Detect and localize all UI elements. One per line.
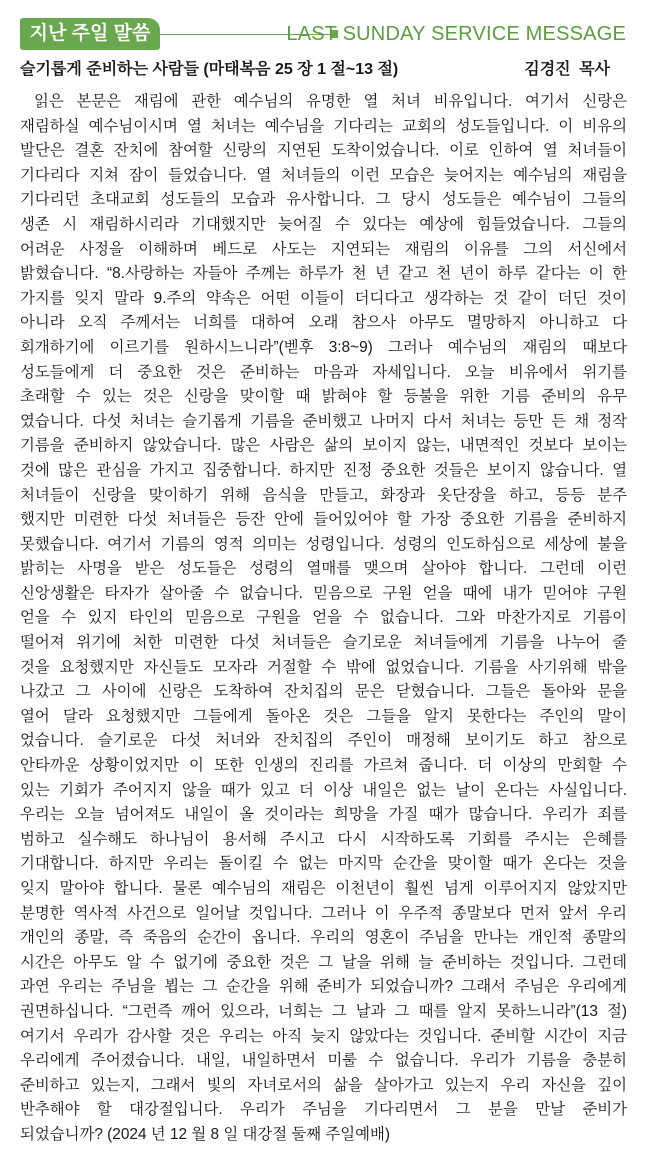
sermon-text-line: 얻을 수 있지 타인의 믿음으로 구원을 얻을 수 없습니다. 그와 마찬가지로 기름이 — [20, 609, 627, 627]
sermon-text-line: 생존 시 재림하시리라 기대했지만 늦어질 수 있다는 예상에 힘들었습니다. 그들의 — [20, 215, 627, 233]
sermon-text-line: 처녀들이 신랑을 맞이하기 위해 음식을 만들고, 화장과 옷단장을 하고, 등등 분주 — [20, 486, 627, 504]
sermon-text-line: 회개하기에 이르기를 원하시느니라”(벧후 3:8~9) 그러나 예수님의 재림의 때보다 — [20, 338, 627, 356]
sermon-text-line: 범하고 실수해도 하나님이 용서해 주시고 다시 시작하도록 기회를 주시는 은혜를 — [20, 830, 627, 848]
english-section-title: LAST SUNDAY SERVICE MESSAGE — [286, 23, 626, 45]
sermon-text-line: 기름을 준비하지 않았습니다. 많은 사람은 삶의 보이지 않는, 내면적인 것보다 보이는 — [20, 437, 627, 455]
sermon-text-line: 권면하십니다. “그런즉 깨어 있으라, 너희는 그 날과 그 때를 알지 못하느니라”(13 절) — [20, 1002, 627, 1020]
sermon-text-line: 아니라 오직 주께서는 너희를 대하여 오래 참으사 아무도 멸망하지 아니하고 다 — [20, 314, 627, 332]
sermon-text-line: 성도들에게 더 중요한 것은 준비하는 마음과 자세입니다. 오늘 비유에서 위기를 — [20, 363, 627, 381]
sermon-text-line: 것을 요청했지만 자신들도 모자라 거절할 수 밖에 없었습니다. 기름을 사기위해 밖을 — [20, 658, 627, 676]
sermon-text-line: 기다리다 지쳐 잠이 들었습니다. 열 처녀들의 이런 모습은 늦어지는 예수님의 재림을 — [20, 166, 627, 184]
sermon-body — [20, 90, 627, 1148]
sermon-text-line: 밝혔습니다. “8.사랑하는 자들아 주께는 하루가 천 년 같고 천 년이 하루 같다는 이 한 — [20, 265, 627, 283]
sermon-text-line: 우리는 오늘 넘어져도 내일이 올 것이라는 희망을 가질 때가 많습니다. 우리가 죄를 — [20, 806, 627, 824]
sermon-text-line: 어려운 사정을 이해하며 베드로 사도는 지연되는 재림의 이유를 그의 서신에서 — [20, 240, 627, 258]
sermon-text-line: 초래할 수 있는 것은 신랑을 맞이할 때 밝혀야 할 등불을 위한 기름 준비의 유무 — [20, 388, 627, 406]
sermon-text-line: 시간은 아무도 알 수 없기에 중요한 것은 그 날을 위해 늘 준비하는 것입니다. 그런데 — [20, 953, 627, 971]
sermon-text-line: 되었습니까? (2024 년 12 월 8 일 대강절 둘째 주일예배) — [20, 1125, 390, 1143]
sermon-text-line: 였습니다. 다섯 처녀는 슬기롭게 기름을 준비했고 나머지 다서 처녀는 등만 든 채 정작 — [20, 412, 627, 430]
sermon-text-line: 었습니다. 슬기로운 다섯 처녀와 잔치집의 주인이 매정해 보이기도 하고 참으로 — [20, 732, 627, 750]
sermon-text-line: 안타까운 상황이었지만 이 또한 인생의 진리를 가르쳐 줍니다. 더 이상의 만회할 수 — [20, 757, 627, 775]
sermon-text-line: 못했습니다. 여기서 기름의 영적 의미는 성령입니다. 성령의 인도하심으로 세상에 불을 — [20, 535, 627, 553]
sermon-title-bar — [20, 58, 610, 82]
sermon-text-line: 개인의 종말, 즉 죽음의 순간이 옵니다. 우리의 영혼이 주님을 만나는 개인적 종말의 — [20, 929, 627, 947]
sermon-text-line: 했지만 미련한 다섯 처녀들은 등잔 안에 들어있어야 할 가장 중요한 기름을 준비하지 — [20, 511, 627, 529]
sermon-text-line: 준비하고 있는지, 그래서 빛의 자녀로서의 삶을 살아가고 있는지 우리 자신을 깊이 — [20, 1076, 627, 1094]
sermon-text-line: 신앙생활은 타자가 살아줄 수 없습니다. 믿음으로 구원 얻을 때에 내가 믿어야 구원 — [20, 584, 627, 602]
sermon-text-line: 것에 많은 관심을 가지고 집중합니다. 하지만 진정 중요한 것들은 보이지 않습니다. 열 — [20, 461, 627, 479]
sermon-text-line: 있는 기회가 주어지지 않을 때가 있고 더 이상 내일은 없는 날이 온다는 사실입니다. — [20, 781, 627, 799]
sermon-text-line: 분명한 역사적 사건으로 일어날 것입니다. 그러나 이 우주적 종말보다 먼저 앞서 우리 — [20, 904, 627, 922]
sermon-text-line: 재림하실 예수님이시며 열 처녀는 예수님을 기다리는 교회의 성도들입니다. 이 비유의 — [20, 117, 627, 135]
sermon-text-line: 기대합니다. 하지만 우리는 돌이킬 수 없는 마지막 순간을 맞이할 때가 온다는 것을 — [20, 855, 627, 873]
sermon-text-line: 반추해야 할 대강절입니다. 우리가 주님을 기다리면서 그 분을 만날 준비가 — [20, 1101, 627, 1119]
sermon-text-line: 과연 우리는 주님을 뵙는 그 순간을 위해 준비가 되었습니까? 그래서 주님은 우리에게 — [20, 978, 627, 996]
sermon-text-line: 기다리던 초대교회 성도들의 모습과 유사합니다. 그 당시 성도들은 예수님이 그들의 — [20, 191, 627, 209]
sermon-text-line: 열어 달라 요청했지만 그들에게 돌아온 것은 그들을 알지 못한다는 주인의 말이 — [20, 707, 627, 725]
sermon-text-line: 발단은 결혼 잔치에 참여할 신랑의 지연된 도착이었습니다. 이로 인하여 열 처녀들이 — [20, 142, 627, 160]
sermon-text-line: 우리에게 주어졌습니다. 내일, 내일하면서 미룰 수 없습니다. 우리가 기름을 충분히 — [20, 1052, 627, 1070]
sermon-text-line: 잊지 말아야 합니다. 물론 예수님의 재림은 이천년이 훨씬 넘게 이루어지지 않았지만 — [20, 880, 627, 897]
sermon-author: 김경진 목사 — [524, 61, 610, 78]
sermon-text-line: 여기서 우리가 감사할 것은 우리는 아직 늦지 않았다는 것입니다. 준비할 시간이 지금 — [20, 1027, 627, 1045]
sermon-text-line: 가지를 잊지 말라 9.주의 약속은 어떤 이들이 더디다고 생각하는 것 같이 더딘 것이 — [20, 289, 627, 307]
sermon-title: 슬기롭게 준비하는 사람들 (마태복음 25 장 1 절~13 절) — [20, 61, 399, 78]
section-header — [20, 16, 626, 52]
sermon-text-line: 읽은 본문은 재림에 관한 예수님의 유명한 열 처녀 비유입니다. 여기서 신랑은 — [34, 93, 627, 110]
sermon-text-line: 나갔고 그 사이에 신랑은 도착하여 잔치집의 문은 닫혔습니다. 그들은 돌아와 문을 — [20, 683, 627, 701]
sermon-text-line: 떨어져 위기에 처한 미련한 다섯 처녀들은 슬기로운 처녀들에게 기름을 나누어 줄 — [20, 634, 627, 652]
sermon-text-line: 밝히는 사명을 받은 성도들은 성령의 열매를 맺으며 살아야 합니다. 그런데 이런 — [20, 560, 627, 578]
section-badge: 지난 주일 말씀 — [20, 18, 160, 50]
